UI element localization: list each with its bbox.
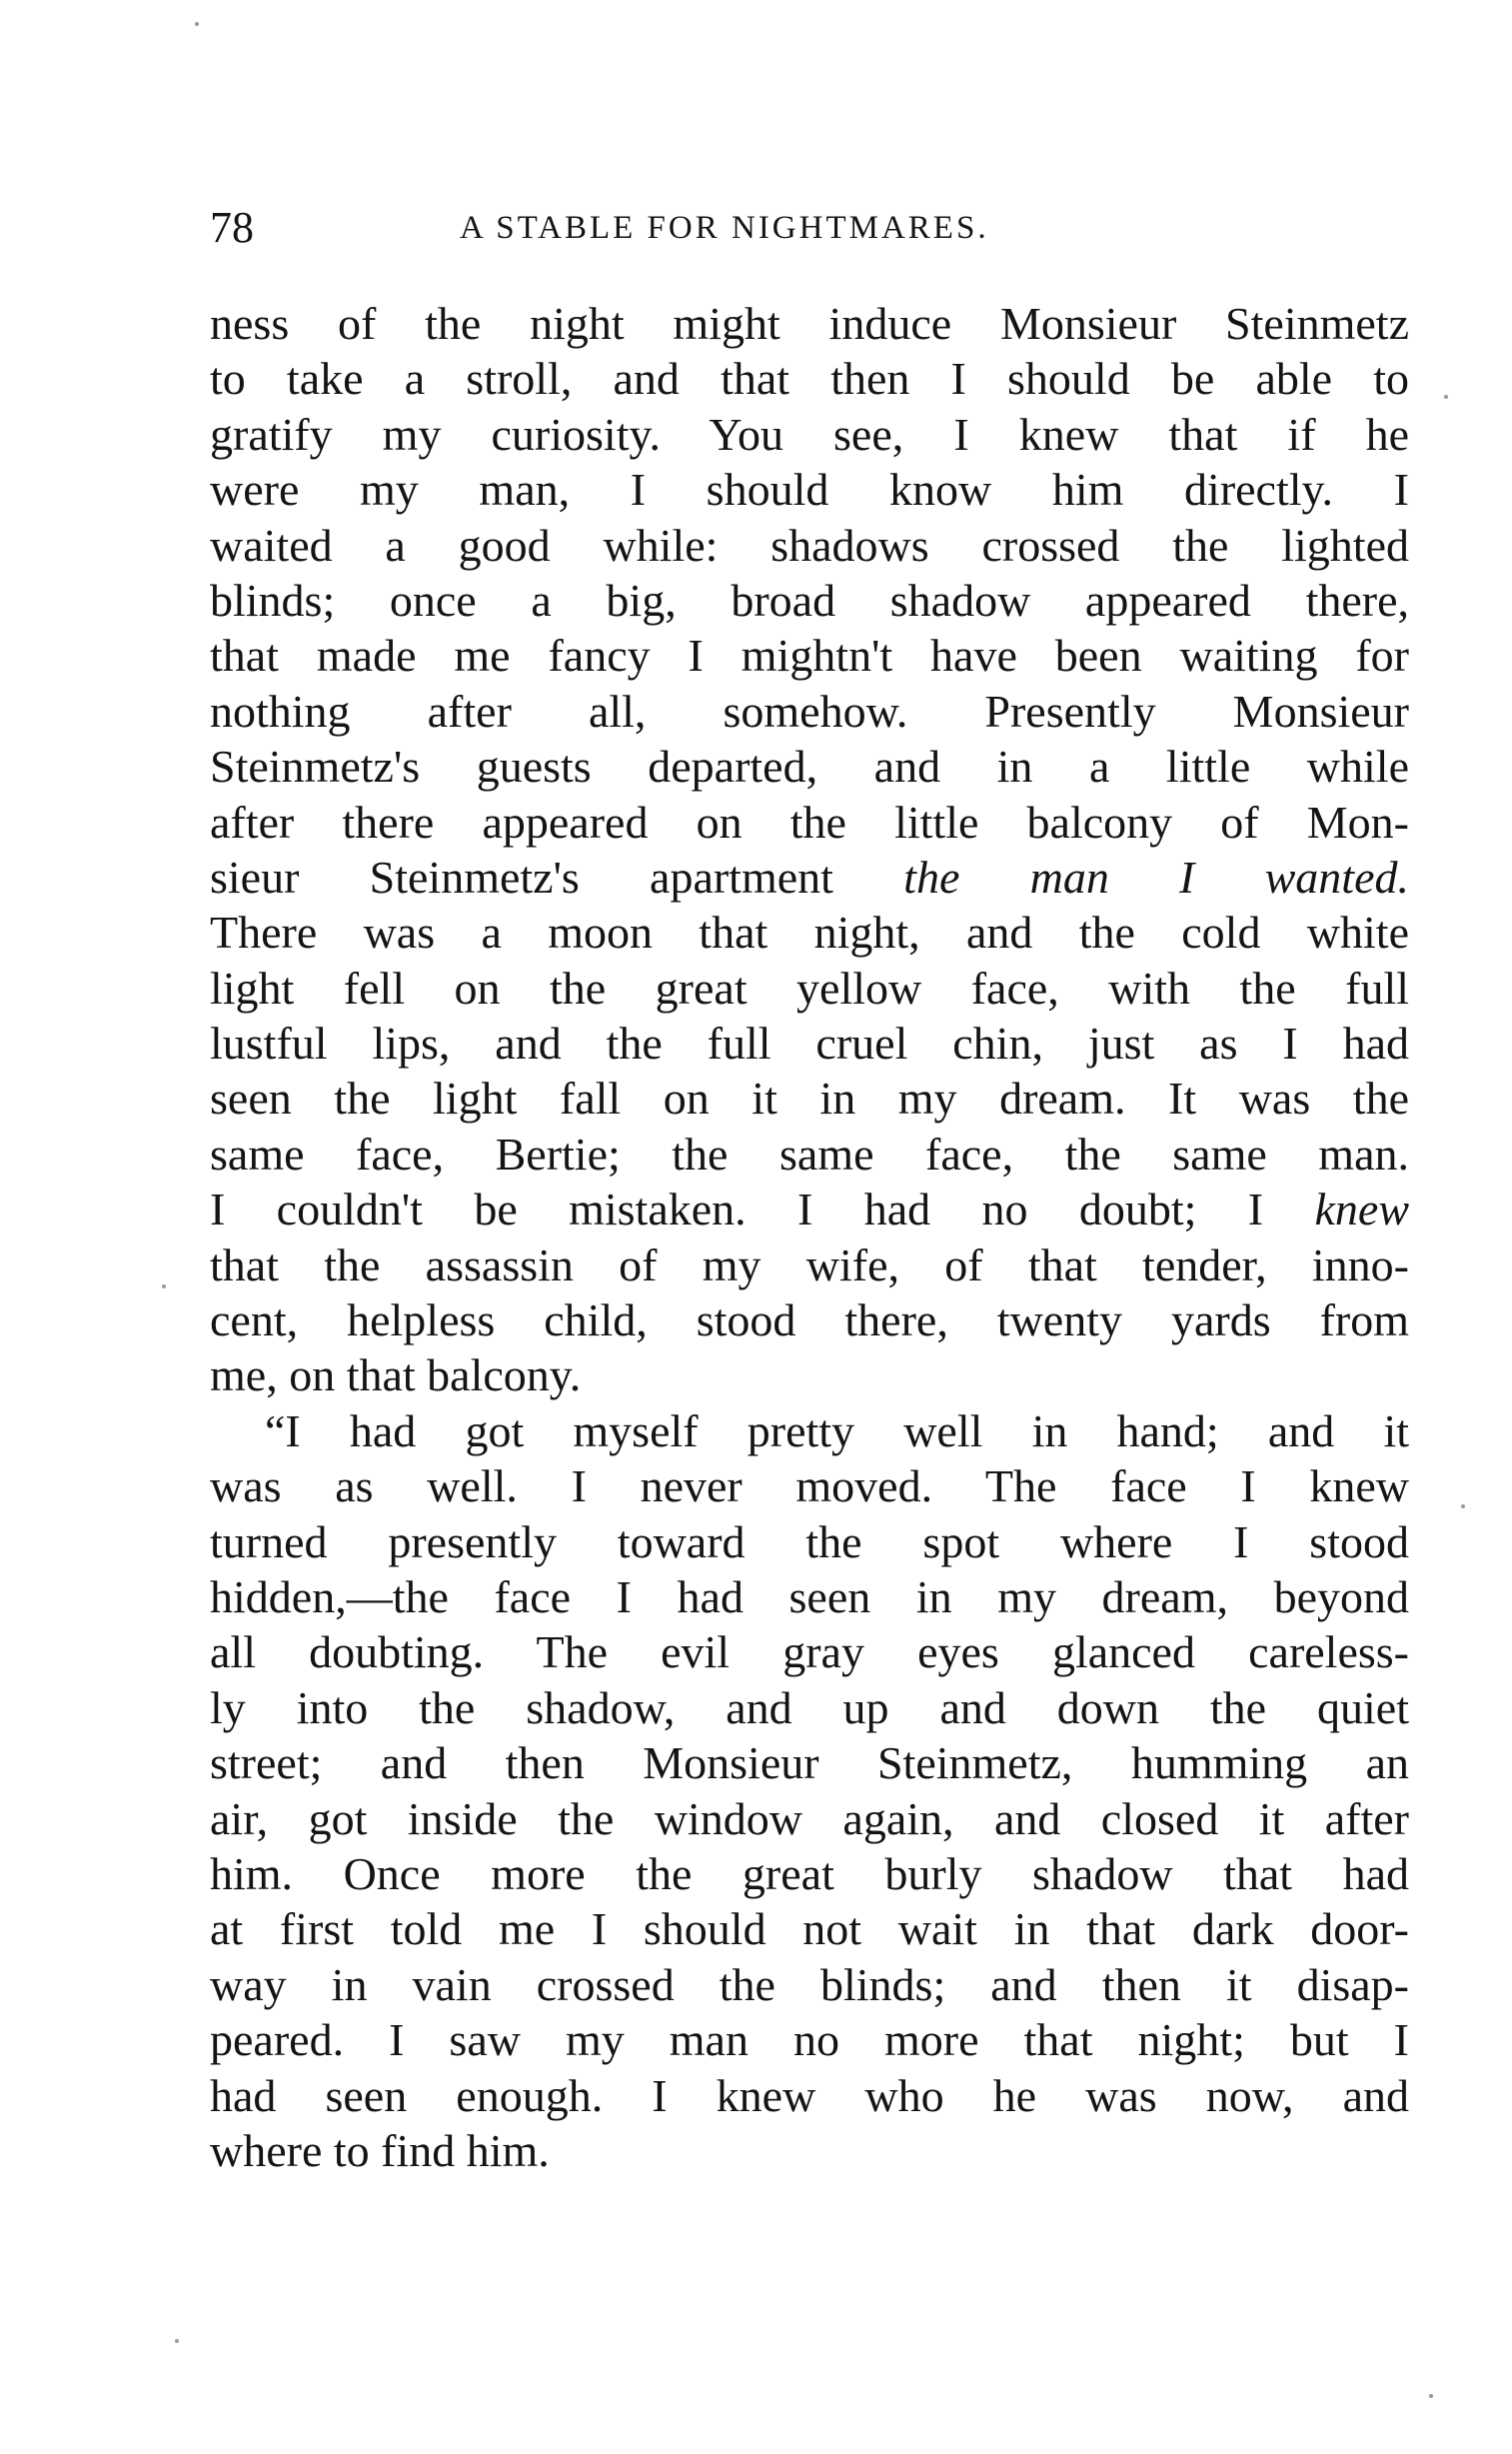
text-line: waited a good while: shadows crossed the lighted (210, 519, 1409, 571)
text-line: him. Once more the great burly shadow that had (210, 1847, 1409, 1899)
text-line: light fell on the great yellow face, with the full (210, 962, 1409, 1014)
text-line: street; and then Monsieur Steinmetz, humming an (210, 1737, 1409, 1789)
text-line: air, got inside the window again, and closed it after (210, 1792, 1409, 1844)
paper-speck (1461, 1504, 1465, 1508)
text-line: ness of the night might induce Monsieur Steinmetz (210, 298, 1409, 349)
text-line: way in vain crossed the blinds; and then it disap- (210, 1958, 1409, 2010)
paper-speck (175, 2339, 179, 2343)
running-title: A STABLE FOR NIGHTMARES. (460, 210, 989, 246)
text-line: lustful lips, and the full cruel chin, just as I had (210, 1018, 1409, 1070)
text-line: to take a stroll, and that then I should be able to (210, 353, 1409, 405)
text-line: had seen enough. I knew who he was now, and (210, 2069, 1409, 2121)
paper-speck (1429, 2394, 1433, 2398)
text-line: I couldn't be mistaken. I had no doubt; I knew (210, 1184, 1409, 1235)
text-line: ly into the shadow, and up and down the quiet (210, 1681, 1409, 1733)
text-line: hidden,—the face I had seen in my dream, beyond (210, 1570, 1409, 1622)
text-line: nothing after all, somehow. Presently Monsieur (210, 685, 1409, 737)
text-line: same face, Bertie; the same face, the same man. (210, 1128, 1409, 1180)
text-line: blinds; once a big, broad shadow appeared there, (210, 574, 1409, 626)
body-text (210, 296, 1409, 2178)
text-line: was as well. I never moved. The face I knew (210, 1460, 1409, 1512)
text-line: at first told me I should not wait in that dark door- (210, 1903, 1409, 1955)
text-line: Steinmetz's guests departed, and in a little while (210, 741, 1409, 793)
text-line: were my man, I should know him directly. I (210, 464, 1409, 516)
italic-text: knew (1314, 1184, 1409, 1235)
page-number: 78 (210, 203, 254, 252)
paper-speck (1444, 395, 1448, 399)
page-header (210, 198, 1414, 258)
paper-speck (162, 1284, 166, 1288)
text-line: that made me fancy I mightn't have been waiting for (210, 630, 1409, 682)
text-line: turned presently toward the spot where I stood (210, 1515, 1409, 1567)
text-line: seen the light fall on it in my dream. It was the (210, 1073, 1409, 1125)
text-line: that the assassin of my wife, of that tender, inno- (210, 1238, 1409, 1290)
text-line: There was a moon that night, and the cold white (210, 907, 1409, 959)
text-line: “I had got myself pretty well in hand; and it (265, 1404, 1409, 1456)
text-line: me, on that balcony. (210, 1349, 582, 1401)
text-line: after there appeared on the little balcony of Mon- (210, 796, 1409, 848)
text-line: sieur Steinmetz's apartment the man I wanted. (210, 851, 1409, 903)
text-line: all doubting. The evil gray eyes glanced careless- (210, 1626, 1409, 1678)
text-line: gratify my curiosity. You see, I knew that if he (210, 408, 1409, 460)
paper-speck (195, 22, 199, 26)
text-line: where to find him. (210, 2124, 550, 2176)
text-line: peared. I saw my man no more that night; but I (210, 2014, 1409, 2066)
italic-text: the man I wanted. (903, 851, 1409, 903)
text-line: cent, helpless child, stood there, twenty yards from (210, 1294, 1409, 1346)
